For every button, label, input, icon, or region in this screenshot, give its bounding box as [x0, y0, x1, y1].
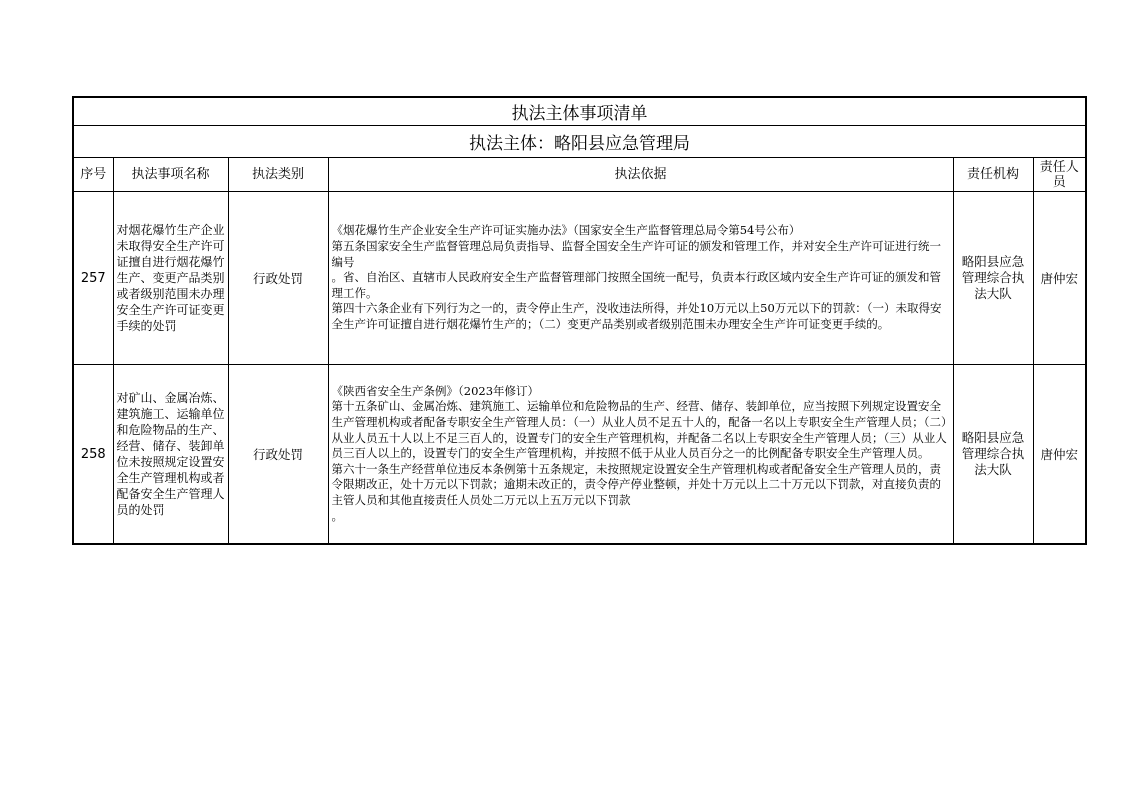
- row-basis: [328, 365, 953, 545]
- row-org: 略阳县应急管理综合执法大队: [953, 365, 1033, 545]
- row-type: 行政处罚: [228, 365, 328, 545]
- title-row: [73, 97, 1086, 126]
- header-type: 执法类别: [228, 158, 328, 192]
- header-name: 执法事项名称: [113, 158, 228, 192]
- row-item-name: 对烟花爆竹生产企业未取得安全生产许可证擅自进行烟花爆竹生产、变更产品类别或者级别范围未办理安全生产许可证变更手续的处罚: [113, 192, 228, 365]
- basis-line: 《烟花爆竹生产企业安全生产许可证实施办法》（国家安全生产监督管理总局令第54号公布）: [331, 223, 801, 238]
- basis-line: 《陕西省安全生产条例》（2023年修订）: [331, 383, 540, 398]
- table-row: [73, 365, 1086, 545]
- row-type: 行政处罚: [228, 192, 328, 365]
- enforcement-items-table: [72, 96, 1087, 545]
- basis-line: 。: [331, 508, 343, 523]
- header-no: 序号: [73, 158, 113, 192]
- basis-line: 第六十一条生产经营单位违反本条例第十五条规定，未按照规定设置安全生产管理机构或者配备安全生产管理人员的，责令限期改正，处十万元以下罚款；逾期未改正的，责令停产停业整顿，并处十万元以上二十万元以下罚款，对直接负责的主管人员和其他直接责任人员处二万元以上五万元以下罚款: [331, 461, 941, 507]
- row-no: 257: [73, 192, 113, 365]
- basis-line: 第四十六条企业有下列行为之一的，责令停止生产，没收违法所得，并处10万元以上50万元以下的罚款：（一）未取得安全生产许可证擅自进行烟花爆竹生产的；（二）变更产品类别或者级别范围未办理安全生产许可证变更手续的。: [331, 301, 942, 331]
- sheet-title: 执法主体事项清单: [73, 97, 1086, 126]
- enforcement-subject: 执法主体：略阳县应急管理局: [73, 126, 1086, 158]
- header-basis: 执法依据: [328, 158, 953, 192]
- header-person: 责任人员: [1033, 158, 1086, 192]
- header-org: 责任机构: [953, 158, 1033, 192]
- basis-line: 第十五条矿山、金属冶炼、建筑施工、运输单位和危险物品的生产、经营、储存、装卸单位，应当按照下列规定设置安全生产管理机构或者配备专职安全生产管理人员：（一）从业人员不足五十人的，配备一名以上专职安全生产管理人员；（二）从业人员五十人以上不足三百人的，设置专门的安全生产管理机构，并配备二名以上专职安全生产管理人员；（三）从业人员三百人以上的，设置专门的安全生产管理机构，并按照不低于从业人员百分之一的比例配备专职安全生产管理人员。: [331, 399, 947, 461]
- basis-line: 。省、自治区、直辖市人民政府安全生产监督管理部门按照全国统一配号，负责本行政区域内安全生产许可证的颁发和管理工作。: [331, 270, 941, 300]
- row-basis: [328, 192, 953, 365]
- table-row: [73, 192, 1086, 365]
- subject-row: [73, 126, 1086, 158]
- row-person: 唐仲宏: [1033, 192, 1086, 365]
- row-item-name: 对矿山、金属冶炼、建筑施工、运输单位和危险物品的生产、经营、储存、装卸单位未按照规定设置安全生产管理机构或者配备安全生产管理人员的处罚: [113, 365, 228, 545]
- header-row: [73, 158, 1086, 192]
- row-no: 258: [73, 365, 113, 545]
- basis-line: 第五条国家安全生产监督管理总局负责指导、监督全国安全生产许可证的颁发和管理工作，并对安全生产许可证进行统一编号: [331, 239, 941, 269]
- row-org: 略阳县应急管理综合执法大队: [953, 192, 1033, 365]
- row-person: 唐仲宏: [1033, 365, 1086, 545]
